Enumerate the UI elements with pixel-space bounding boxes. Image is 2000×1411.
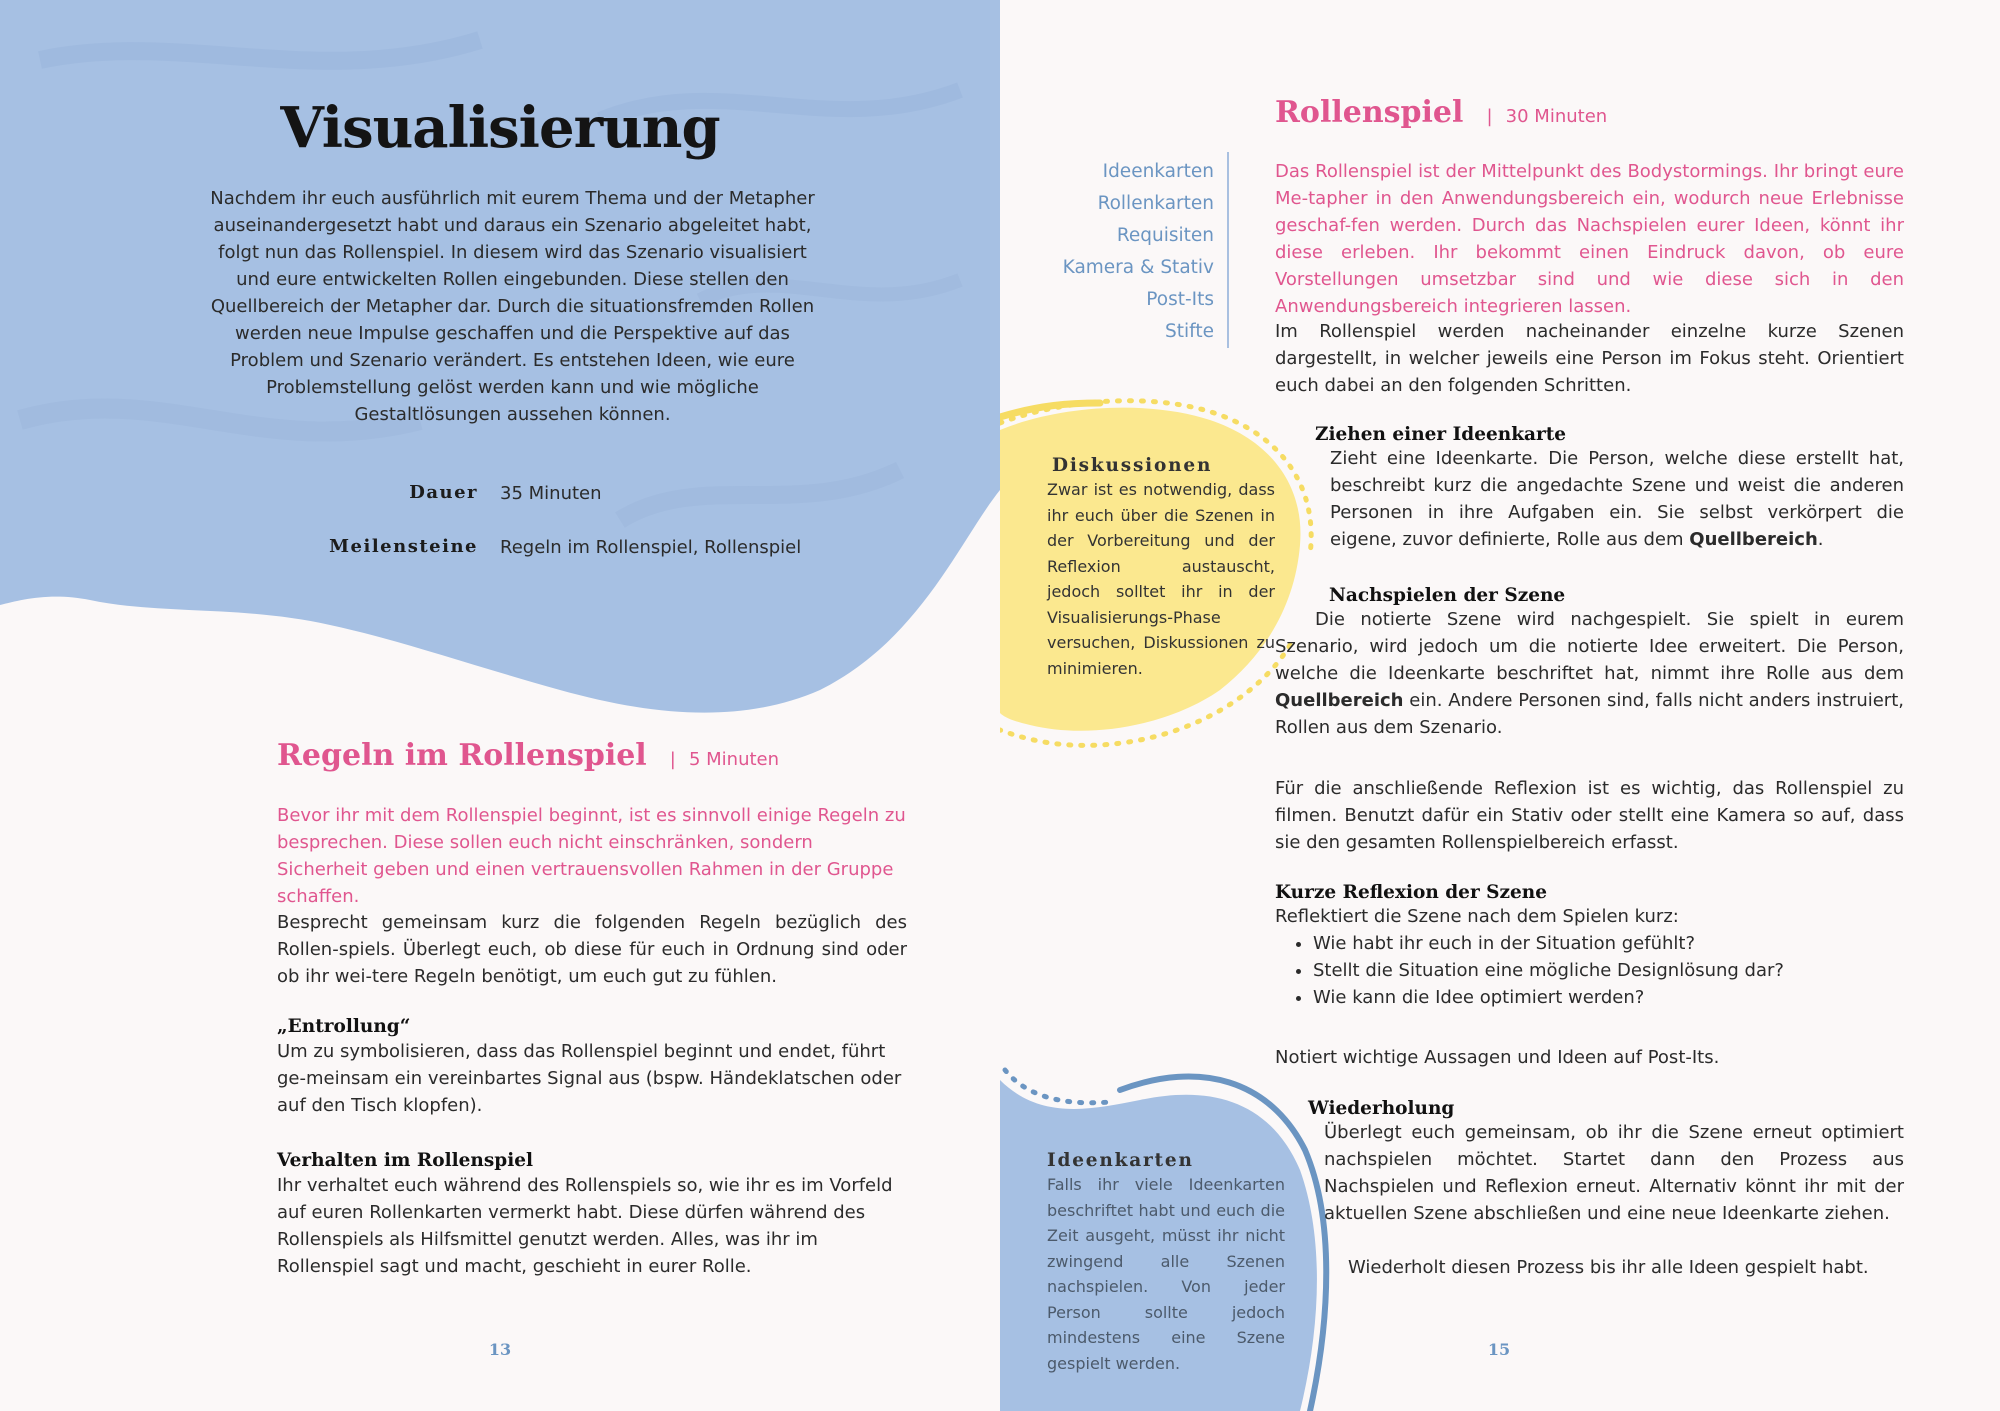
material-item: Stifte (1165, 321, 1214, 342)
material-item: Requisiten (1116, 225, 1214, 246)
step-text-bold: Quellbereich (1275, 690, 1404, 711)
separator: | (669, 749, 676, 770)
section-paragraph: Besprecht gemeinsam kurz die folgenden Regeln bezüglich des Rollen-spiels. Überlegt euch, ob diese für euch in Ordnung sind oder ob ihr wei-tere Regeln benötigt, um euch gut zu fühlen. (277, 912, 907, 987)
question-item: • Wie habt ihr euch in der Situation gefühlt? (1313, 930, 1904, 957)
step-title: Wiederholung (1308, 1098, 1455, 1119)
step-reflexion (1275, 882, 1904, 1011)
section-header-regeln (277, 738, 779, 773)
step-text: Überlegt euch gemeinsam, ob ihr die Szene erneut optimiert nachspielen möchtet. Startet dann den Prozess aus Nachspielen und Reflexion erneut. Alternativ könnt ihr mit der aktuellen Szene abschließen und eine neue Ideenkarte ziehen. (1324, 1122, 1904, 1224)
intro-text: Nachdem ihr euch ausführlich mit eurem Thema und der Metapher auseinandergesetzt habt und daraus ein Szenario abgeleitet habt, folgt nun das Rollenspiel. In diesem wird das Szenario visualisiert und eure entwickelten Rollen eingebunden. Diese stellen den Quellbereich der Metapher dar. Durch die situationsfremden Rollen werden neue Impulse geschaffen und die Perspektive auf das Problem und Szenario verändert. Es entstehen Ideen, wie eure Problemstellung gelöst werden kann und wie mögliche Gestaltlösungen aussehen können. (210, 188, 815, 425)
materials-divider (1227, 152, 1229, 348)
callout-title: Diskussionen (1052, 455, 1213, 476)
material-item: Post-Its (1146, 289, 1214, 310)
question-item: • Stellt die Situation eine mögliche Designlösung dar? (1313, 957, 1904, 984)
step-text-end: . (1817, 529, 1824, 550)
materials-list (1000, 156, 1214, 348)
step-title: Nachspielen der Szene (1329, 585, 1566, 606)
rule-verhalten (277, 1150, 907, 1280)
rule-title: Verhalten im Rollenspiel (277, 1150, 534, 1171)
step-nachspielen (1275, 585, 1904, 741)
step-text-main: Zieht eine Ideenkarte. Die Person, welche diese erstellt hat, beschreibt kurz die angedachte Szene und weist die anderen Personen in ihre Aufgaben ein. Sie selbst verkörpert die eigene, zuvor definierte, Rolle aus dem (1330, 448, 1904, 550)
postit-note: Notiert wichtige Aussagen und Ideen auf Post-Its. (1275, 1047, 1720, 1068)
callout-text: Falls ihr viele Ideenkarten beschriftet habt und euch die Zeit ausgeht, müsst ihr nicht zwingend alle Szenen nachspielen. Von jeder Person sollte jedoch mindestens eine Szene gespielt werden. (1047, 1175, 1285, 1373)
rule-entrollung (277, 1016, 907, 1119)
question-item: • Wie kann die Idee optimiert werden? (1313, 984, 1904, 1011)
step-text: Reflektiert die Szene nach dem Spielen kurz: (1275, 906, 1679, 927)
material-item: Rollenkarten (1097, 193, 1214, 214)
section-intro: Im Rollenspiel werden nacheinander einzelne kurze Szenen dargestellt, in welcher jeweils eine Person im Fokus steht. Orientiert euch dabei an den folgenden Schritten. (1275, 321, 1904, 396)
step-text-main: Die notierte Szene wird nachgespielt. Sie spielt in eurem Szenario, wird jedoch um die notierte Idee erweitert. Die Person, welche die Ideenkarte beschriftet hat, nimmt ihre Rolle aus dem (1275, 609, 1904, 684)
rule-text: Um zu symbolisieren, dass das Rollenspiel beginnt und endet, führt ge-meinsam ein vereinbartes Signal aus (bspw. Händeklatschen oder auf den Tisch klopfen). (277, 1041, 902, 1116)
callout-diskussionen (1047, 455, 1275, 681)
section-heading: Rollenspiel (1275, 95, 1464, 130)
page-number-right: 15 (1487, 1340, 1511, 1359)
meta-value-meilensteine: Regeln im Rollenspiel, Rollenspiel (500, 537, 802, 558)
film-note: Für die anschließende Reflexion ist es wichtig, das Rollenspiel zu filmen. Benutzt dafür ein Stativ oder stellt eine Kamera so auf, dass sie den gesamten Rollenspielbereich erfasst. (1275, 778, 1904, 853)
step-text-bold: Quellbereich (1689, 529, 1818, 550)
rule-title: „Entrollung“ (277, 1016, 411, 1037)
right-page (1000, 0, 2000, 1411)
section-header-rollenspiel (1275, 95, 1607, 130)
rule-text: Ihr verhaltet euch während des Rollenspiels so, wie ihr es im Vorfeld auf euren Rollenkarten vermerkt habt. Diese dürfen während des Rollenspiels als Hilfsmittel genutzt werden. Alles, was ihr im Rollenspiel sagt und macht, geschieht in eurer Rolle. (277, 1175, 893, 1277)
callout-title: Ideenkarten (1047, 1150, 1194, 1171)
step-text (1315, 445, 1904, 553)
step-text-2: Wiederholt diesen Prozess bis ihr alle Ideen gespielt habt. (1348, 1257, 1869, 1278)
step-text (1275, 606, 1904, 741)
meta-label-meilensteine: Meilensteine (329, 536, 478, 557)
callout-ideenkarten (1047, 1150, 1285, 1376)
material-item: Ideenkarten (1102, 161, 1214, 182)
section-lead: Das Rollenspiel ist der Mittelpunkt des Bodystormings. Ihr bringt eure Me-tapher in den Anwendungsbereich ein, wodurch neue Erlebnisse geschaf-fen werden. Durch das Nachspielen eurer Ideen, könnt ihr diese erleben. Ihr bekommt einen Eindruck davon, ob eure Vorstellungen umsetzbar sind und wie diese sich in den Anwendungsbereich integrieren lassen. (1275, 161, 1904, 317)
section-duration: 30 Minuten (1505, 106, 1608, 127)
callout-text: Zwar ist es notwendig, dass ihr euch über die Szenen in der Vorbereitung und der Reflexion austauscht, jedoch solltet ihr in der Visualisierungs-Phase versuchen, Diskussionen zu minimieren. (1047, 480, 1275, 678)
step-title: Kurze Reflexion der Szene (1275, 882, 1547, 903)
page-title: Visualisierung (280, 95, 720, 161)
separator: | (1486, 106, 1493, 127)
step-ziehen (1315, 424, 1904, 553)
reflection-questions (1275, 930, 1904, 1011)
step-title: Ziehen einer Ideenkarte (1315, 424, 1567, 445)
meta-label-dauer: Dauer (409, 482, 478, 503)
meta-value-dauer: 35 Minuten (500, 483, 602, 504)
section-heading: Regeln im Rollenspiel (277, 738, 647, 773)
page-number-left: 13 (488, 1340, 512, 1359)
section-lead: Bevor ihr mit dem Rollenspiel beginnt, ist es sinnvoll einige Regeln zu besprechen. Diese sollen euch nicht einschränken, sondern Sicherheit geben und einen vertrauensvollen Rahmen in der Gruppe schaffen. (277, 805, 906, 907)
step-wiederholung (1308, 1098, 1904, 1281)
step-text-end: ein. Andere Personen sind, falls nicht anders instruiert, Rollen aus dem Szenario. (1275, 690, 1904, 738)
section-duration: 5 Minuten (688, 749, 780, 770)
material-item: Kamera & Stativ (1062, 257, 1214, 278)
